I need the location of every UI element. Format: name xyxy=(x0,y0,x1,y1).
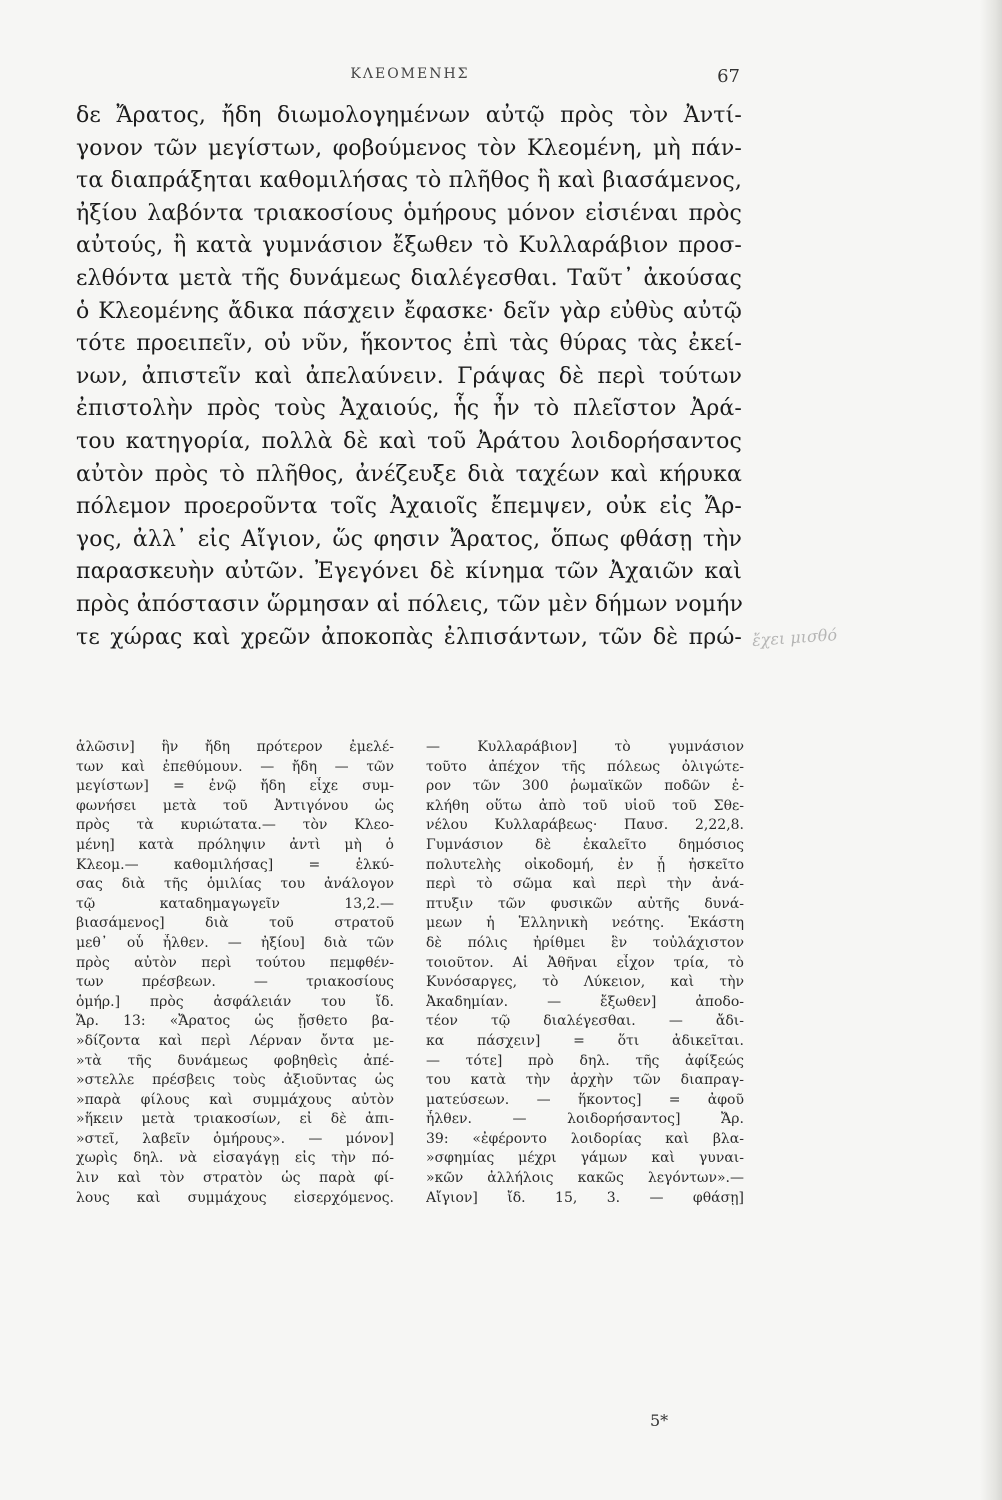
footnote-line: »ἥκειν μετὰ τριακοσίων, εἰ δὲ ἀπι- xyxy=(76,1111,394,1128)
footnote-line: μεγίστων] = ἐνῷ ἤδη εἶχε συμ- xyxy=(76,778,394,795)
footnote-line: Αἴγιον] ἴδ. 15, 3. — φθάσῃ] xyxy=(426,1189,744,1206)
text-line: ὁ Κλεομένης ἄδικα πάσχειν ἔφασκε· δεῖν γὰρ εὐθὺς αὐτῷ xyxy=(76,298,742,324)
footnote-line: βιασάμενος] διὰ τοῦ στρατοῦ xyxy=(76,915,394,932)
footnote-line: χωρὶς δηλ. νὰ εἰσαγάγῃ εἰς τὴν πό- xyxy=(76,1150,394,1167)
page-spine-shadow xyxy=(980,0,1002,1500)
text-line: παρασκευὴν αὐτῶν. Ἐγεγόνει δὲ κίνημα τῶν Ἀχαιῶν καὶ xyxy=(76,559,742,585)
text-line: δε Ἄρατος, ἤδη διωμολογημένων αὐτῷ πρὸς τὸν Ἀντί- xyxy=(76,103,742,128)
footnote-line: πολυτελὴς οἰκοδομή, ἐν ᾗ ἠσκεῖτο xyxy=(426,856,744,873)
footnote-line: »δίζοντα καὶ περὶ Λέρναν ὄντα με- xyxy=(76,1032,394,1049)
footnote-line: ματεύσεων. — ἥκοντος] = ἀφοῦ xyxy=(426,1091,744,1108)
footnote-line: Γυμνάσιον δὲ ἐκαλεῖτο δημόσιος xyxy=(426,836,744,853)
footnote-line: δὲ πόλις ἠρίθμει ἓν τοὐλάχιστον xyxy=(426,934,744,951)
footnote-line: τοιοῦτον. Αἱ Ἀθῆναι εἶχον τρία, τὸ xyxy=(426,954,744,971)
footnote-line: τέον τῷ διαλέγεσθαι. — ἄδι- xyxy=(426,1013,744,1030)
footnote-line: κα πάσχειν] = ὅτι ἀδικεῖται. xyxy=(426,1032,744,1049)
footnote-line: ὁμήρ.] πρὸς ἀσφάλειάν του ἴδ. xyxy=(76,993,394,1010)
footnote-line: — τότε] πρὸ δηλ. τῆς ἀφίξεώς xyxy=(426,1052,744,1069)
text-line: νων, ἀπιστεῖν καὶ ἀπελαύνειν. Γράψας δὲ περὶ τούτων xyxy=(76,363,742,389)
footnote-line: »παρὰ φίλους καὶ συμμάχους αὐτὸν xyxy=(76,1091,394,1108)
text-line: ελθόντα μετὰ τῆς δυνάμεως διαλέγεσθαι. Ταῦτ᾽ ἀκούσας xyxy=(76,265,742,291)
footnote-line: τοῦτο ἀπέχον τῆς πόλεως ὀλιγώτε- xyxy=(426,758,744,775)
footnote-line: ρον τῶν 300 ῥωμαϊκῶν ποδῶν ἐ- xyxy=(426,778,744,795)
footnotes-right-column xyxy=(426,738,744,1208)
footnote-line: των πρέσβεων. — τριακοσίους xyxy=(76,974,394,991)
footnote-line: μεων ἡ Ἑλληνικὴ νεότης. Ἑκάστη xyxy=(426,915,744,932)
text-line: αὐτὸν πρὸς τὸ πλῆθος, ἀνέζευξε διὰ ταχέων καὶ κήρυκα xyxy=(76,461,742,487)
footnotes-left-column xyxy=(76,738,394,1208)
text-line: ἠξίου λαβόντα τριακοσίους ὁμήρους μόνον εἰσιέναι πρὸς xyxy=(76,200,742,226)
footnote-line: κλήθη οὕτω ἀπὸ τοῦ υἱοῦ τοῦ Σθε- xyxy=(426,797,744,814)
footnote-line: 39: «ἐφέροντο λοιδορίας καὶ βλα- xyxy=(426,1130,744,1147)
footnote-line: πρὸς τὰ κυριώτατα.— τὸν Κλεο- xyxy=(76,817,394,834)
footnote-line: — Κυλλαράβιον] τὸ γυμνάσιον xyxy=(426,739,744,755)
footnote-line: μεθ᾽ οὗ ἦλθεν. — ἠξίου] διὰ τῶν xyxy=(76,934,394,951)
text-line: πόλεμον προεροῦντα τοῖς Ἀχαιοῖς ἔπεμψεν, οὐκ εἰς Ἄρ- xyxy=(76,494,742,520)
footnote-line: μένη] κατὰ πρόληψιν ἀντὶ μὴ ὁ xyxy=(76,836,394,853)
text-line: πρὸς ἀπόστασιν ὥρμησαν αἱ πόλεις, τῶν μὲν δήμων νομήν xyxy=(76,591,744,617)
footnote-line: πτυξιν τῶν φυσικῶν αὐτῆς δυνά- xyxy=(426,895,744,912)
main-text-block xyxy=(76,100,742,654)
footnote-line: περὶ τὸ σῶμα καὶ περὶ τὴν ἀνά- xyxy=(426,876,744,893)
footnote-line: Κλεομ.— καθομιλήσας] = ἑλκύ- xyxy=(76,856,394,873)
footnote-line: »τὰ τῆς δυνάμεως φοβηθεὶς ἀπέ- xyxy=(76,1052,394,1069)
text-line: τε χώρας καὶ χρεῶν ἀποκοπὰς ἐλπισάντων, τῶν δὲ πρώ- xyxy=(76,624,742,650)
text-line: ἐπιστολὴν πρὸς τοὺς Ἀχαιούς, ἧς ἦν τὸ πλεῖστον Ἀρά- xyxy=(76,396,742,422)
footnote-line: »κῶν ἀλλήλοις κακῶς λεγόντων».— xyxy=(426,1170,744,1187)
text-line: του κατηγορία, πολλὰ δὲ καὶ τοῦ Ἀράτου λοιδορήσαντος xyxy=(76,428,742,454)
footnote-line: τῷ καταδημαγωγεῖν 13,2.— xyxy=(76,895,394,912)
footnote-line: Ἀκαδημίαν. — ἔξωθεν] ἀποδο- xyxy=(426,993,744,1010)
text-line: αὐτούς, ἢ κατὰ γυμνάσιον ἔξωθεν τὸ Κυλλαράβιον προσ- xyxy=(76,233,742,259)
text-line: τα διαπράξηται καθομιλήσας τὸ πλῆθος ἢ καὶ βιασάμενος, xyxy=(76,168,742,194)
footnote-line: »στελλε πρέσβεις τοὺς ἀξιοῦντας ὡς xyxy=(76,1072,394,1089)
handwritten-margin-note: ἔχει μισθό xyxy=(751,625,838,650)
signature-mark: 5* xyxy=(650,1411,669,1430)
footnote-line: φωνήσει μετὰ τοῦ Ἀντιγόνου ὡς xyxy=(76,797,394,814)
footnote-line: του κατὰ τὴν ἀρχὴν τῶν διαπραγ- xyxy=(426,1072,744,1089)
footnote-line: Κυνόσαργες, τὸ Λύκειον, καὶ τὴν xyxy=(426,974,744,991)
text-line: γονον τῶν μεγίστων, φοβούμενος τὸν Κλεομένη, μὴ πάν- xyxy=(76,135,742,161)
footnote-line: »στεῖ, λαβεῖν ὁμήρους». — μόνον] xyxy=(76,1130,394,1147)
text-line: γος, ἀλλ᾽ εἰς Αἴγιον, ὥς φησιν Ἄρατος, ὅπως φθάσῃ τὴν xyxy=(76,526,742,552)
footnote-line: ἦλθεν. — λοιδορήσαντος] Ἄρ. xyxy=(426,1111,744,1128)
running-title: ΚΛΕΟΜΕΝΗΣ xyxy=(350,66,470,82)
text-line: τότε προειπεῖν, οὐ νῦν, ἥκοντος ἐπὶ τὰς θύρας τὰς ἐκεί- xyxy=(76,331,742,357)
footnote-line: »σφημίας μέχρι γάμων καὶ γυναι- xyxy=(426,1150,744,1167)
page-number: 67 xyxy=(717,66,740,87)
footnote-line: Ἄρ. 13: «Ἄρατος ὡς ᾔσθετο βα- xyxy=(76,1013,394,1030)
footnote-line: νέλου Κυλλαράβεως· Παυσ. 2,22,8. xyxy=(426,817,744,834)
footnote-line: σας διὰ τῆς ὁμιλίας του ἀνάλογον xyxy=(76,876,394,893)
footnote-line: λους καὶ συμμάχους εἰσερχόμενος. xyxy=(76,1189,394,1206)
footnote-line: ἁλῶσιν] ἣν ἤδη πρότερον ἐμελέ- xyxy=(76,739,394,755)
footnote-line: πρὸς αὐτὸν περὶ τούτου πεμφθέν- xyxy=(76,954,394,971)
footnote-line: λιν καὶ τὸν στρατὸν ὡς παρὰ φί- xyxy=(76,1170,394,1187)
running-header xyxy=(80,66,740,90)
footnote-line: των καὶ ἐπεθύμουν. — ἤδη — τῶν xyxy=(76,758,394,775)
footnotes xyxy=(76,738,742,1408)
